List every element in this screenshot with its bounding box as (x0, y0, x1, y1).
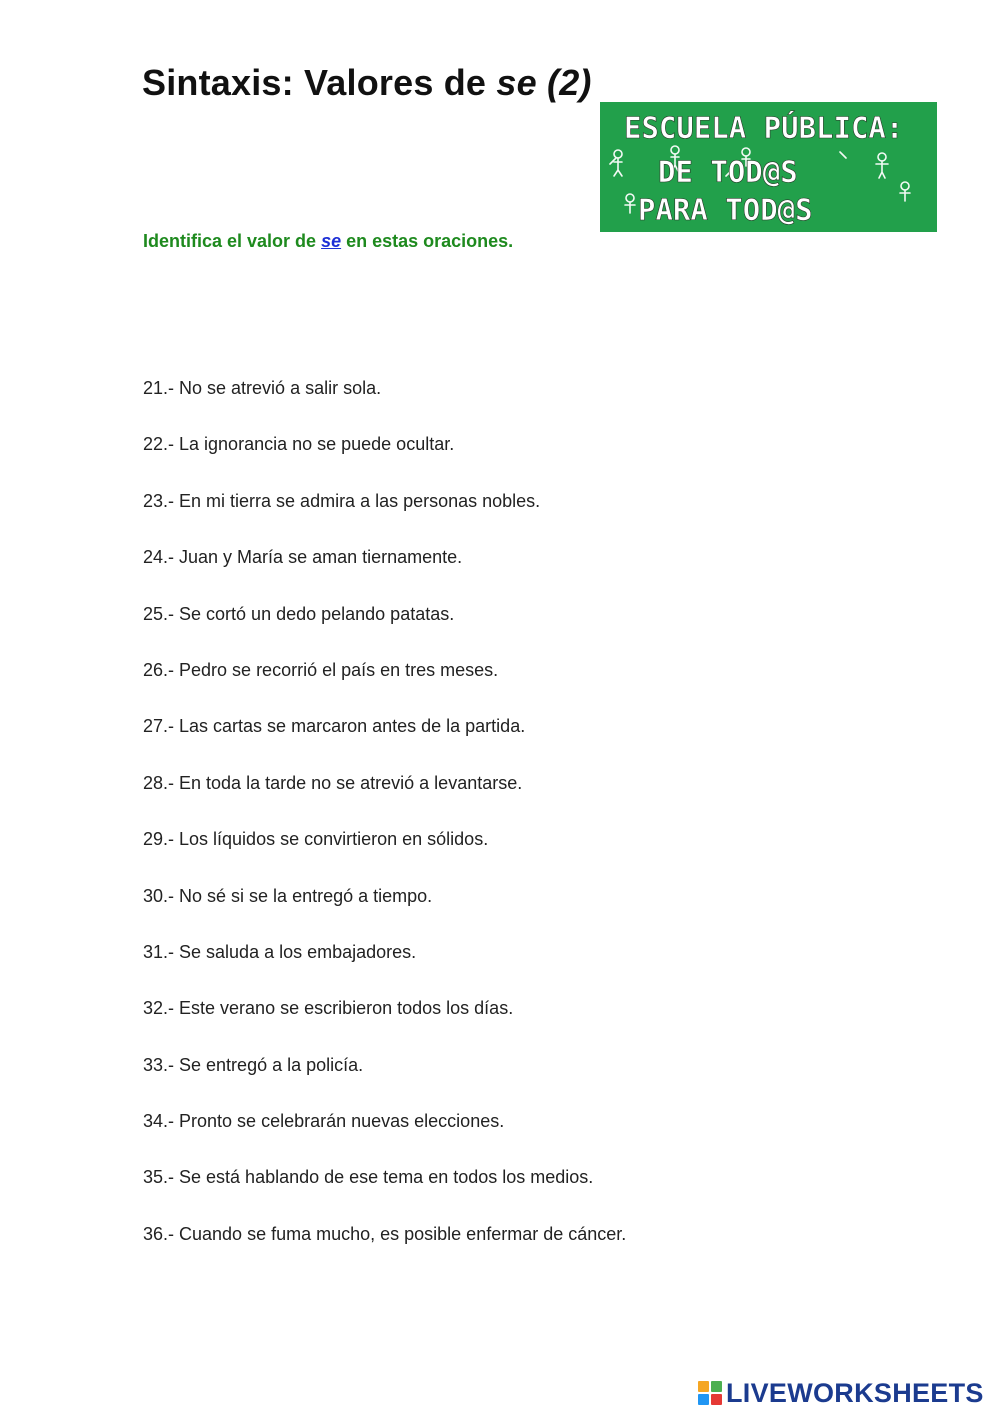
badge-line-1: ESCUELA PÚBLICA: (624, 111, 904, 145)
sentence-33: 33.- Se entregó a la policía. (143, 1054, 364, 1075)
sentence-30: 30.- No sé si se la entregó a tiempo. (143, 885, 433, 906)
sentence-22: 22.- La ignorancia no se puede ocultar. (143, 434, 455, 455)
badge-graphic (600, 102, 937, 232)
doodle-figure (625, 202, 635, 213)
mark-square (711, 1381, 722, 1392)
sentence-32: 32.- Este verano se escribieron todos los días. (143, 998, 514, 1019)
sentence-35: 35.- Se está hablando de ese tema en todos los medios. (143, 1167, 594, 1188)
se-link[interactable]: se (321, 231, 342, 251)
sentence-29: 29.- Los líquidos se convirtieron en sólidos. (143, 829, 489, 850)
title-italic: se (2) (496, 62, 592, 103)
instruction-text (143, 231, 513, 252)
sentence-36: 36.- Cuando se fuma mucho, es posible enfermar de cáncer. (143, 1223, 627, 1244)
sentence-27: 27.- Las cartas se marcaron antes de la partida. (143, 716, 526, 737)
sentence-21: 21.- No se atrevió a salir sola. (143, 378, 382, 398)
sentence-25: 25.- Se cortó un dedo pelando patatas. (143, 603, 455, 624)
mark-square (698, 1381, 709, 1392)
sentence-31: 31.- Se saluda a los embajadores. (143, 941, 417, 962)
doodle-figure (626, 194, 634, 202)
doodle-figure (671, 146, 679, 154)
doodle-figure (614, 150, 622, 158)
badge-line-2: DE TOD@S (658, 155, 798, 189)
escuela-publica-badge (600, 102, 937, 232)
doodle-figure (614, 158, 622, 176)
liveworksheets-logo[interactable] (698, 1378, 984, 1408)
doodle-figure (876, 161, 888, 178)
sentence-list (143, 376, 626, 1278)
worksheet-title (142, 62, 592, 104)
doodle-figure (900, 190, 910, 201)
mark-square (698, 1394, 709, 1405)
title-main: Sintaxis: Valores de (142, 62, 497, 103)
sentence-23: 23.- En mi tierra se admira a las personas nobles. (143, 490, 541, 511)
sentence-34: 34.- Pronto se celebrarán nuevas elecciones. (143, 1111, 505, 1132)
liveworksheets-wordmark: LIVEWORKSHEETS (726, 1378, 984, 1408)
badge-line-3: PARA TOD@S (638, 193, 813, 227)
liveworksheets-mark-icon (698, 1381, 722, 1405)
sentence-28: 28.- En toda la tarde no se atrevió a levantarse. (143, 772, 523, 793)
instruction-before: Identifica el valor de (143, 231, 322, 251)
doodle-figure (878, 153, 886, 161)
mark-square (711, 1394, 722, 1405)
doodle-figure (901, 182, 909, 190)
sentence-24: 24.- Juan y María se aman tiernamente. (143, 547, 463, 568)
instruction-after: en estas oraciones. (341, 231, 514, 251)
sentence-26: 26.- Pedro se recorrió el país en tres meses. (143, 659, 499, 680)
